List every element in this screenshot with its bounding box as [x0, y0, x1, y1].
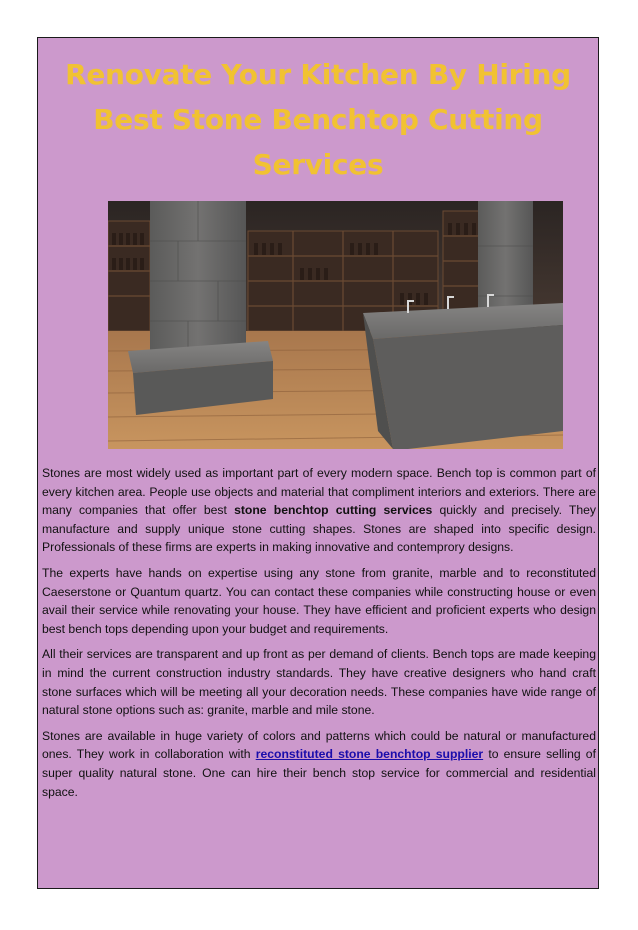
paragraph-1-text-start: Stones are most widely used as important part of every modern space. Bench top is common part of every kitchen area. People use objects and material that compliment interiors and exteriors. There are many companies that offer best — [42, 466, 596, 518]
paragraph-4-text-end: to ensure selling of super quality natural stone. One can hire their bench stop service for commercial and residential space. — [42, 747, 596, 799]
title-line-2: Best Stone Benchtop Cutting — [93, 103, 543, 136]
paragraph-1-text-end: quickly and precisely. They manufacture and supply unique stone cutting shapes. Stones are shaped into specific design. Professionals of these firms are experts in making innovative and contemprory designs. — [42, 503, 597, 555]
kitchen-benchtop-photo — [108, 201, 563, 449]
article-body — [42, 464, 596, 808]
paragraph-4-text-start: Stones are available in huge variety of colors and patterns which could be natural or manufactured ones. They work in collaboration with — [42, 728, 596, 762]
paragraph-2: The experts have hands on expertise using any stone from granite, marble and to reconstituted Caeserstone or Quantum quartz. You can contact these companies while constructing house or even avail their service while renovating your house. They have efficient and proficient experts who design best bench tops depending upon your budget and requirements. — [42, 565, 596, 636]
paragraph-3: All their services are transparent and up front as per demand of clients. Bench tops are made keeping in mind the current construction industry standards. They have creative designers who hand craft stone surfaces which will be meeting all your decoration needs. These companies have wide range of natural stone options such as: granite, marble and mile stone. — [42, 647, 596, 718]
title-line-3: Services — [252, 148, 384, 181]
page-title — [38, 52, 598, 187]
supplier-link[interactable]: reconstituted stone benchtop supplier — [255, 747, 484, 762]
photo-illustration — [108, 201, 563, 449]
paragraph-4 — [42, 727, 596, 801]
document-page — [37, 37, 599, 889]
paragraph-1-bold-phrase: stone benchtop cutting services — [234, 503, 433, 518]
title-line-1: Renovate Your Kitchen By Hiring — [65, 58, 571, 91]
paragraph-1 — [42, 464, 596, 557]
